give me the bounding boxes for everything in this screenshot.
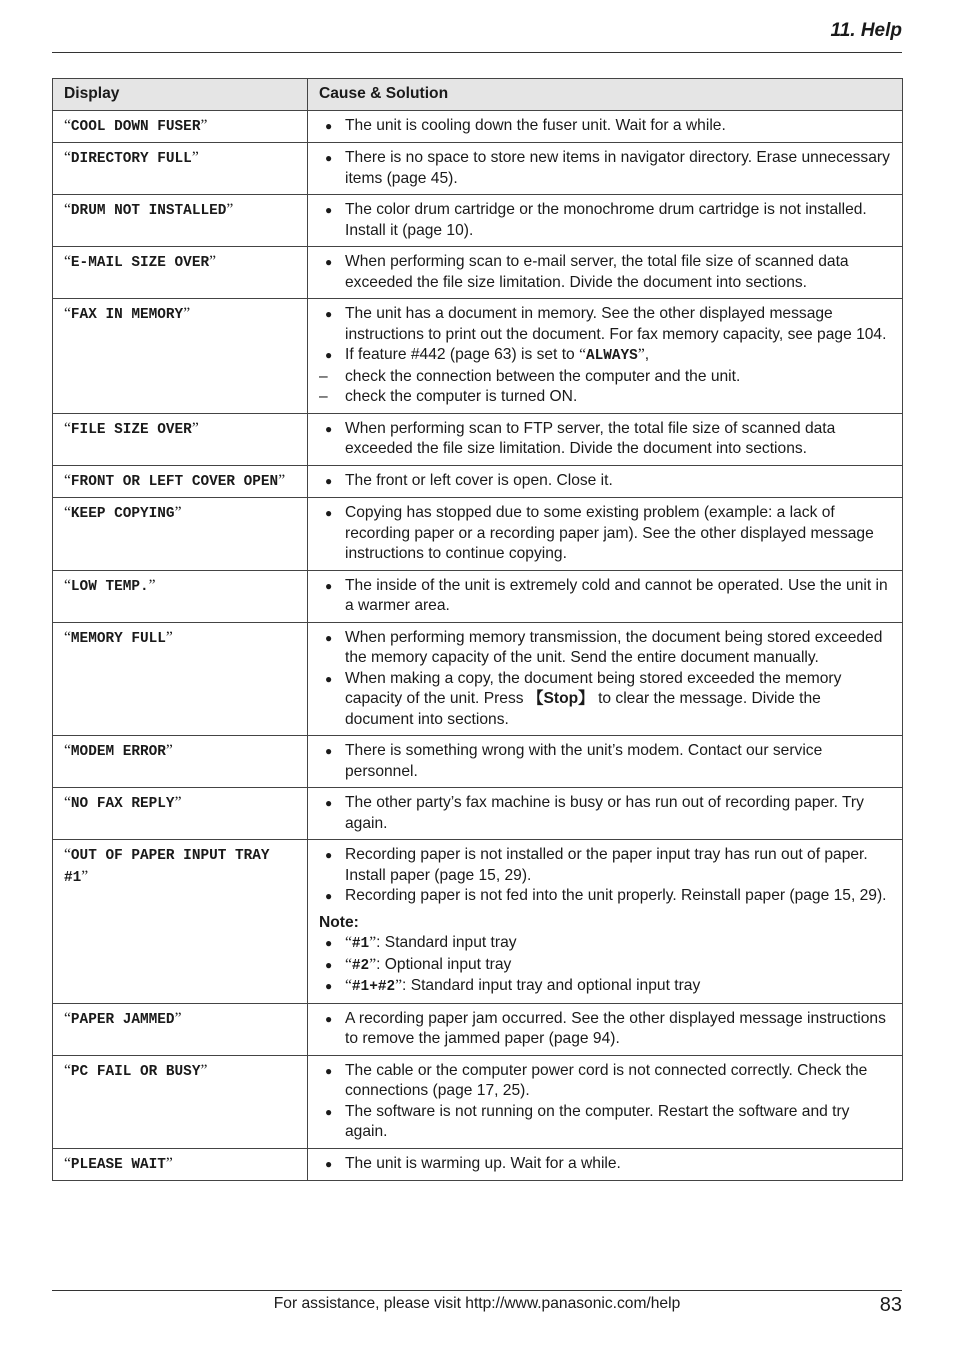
bullet-list [319, 628, 891, 731]
close-quote: ” [200, 116, 208, 134]
close-quote: ” [165, 1154, 173, 1172]
feature-text-end: , [644, 346, 650, 363]
bullet-item: ● The unit is cooling down the fuser unit. Wait for a while. [319, 116, 891, 137]
tray-code: #1 [351, 936, 370, 952]
display-message-cell [53, 570, 308, 622]
display-message-cell [53, 413, 308, 465]
table-row [53, 1148, 903, 1181]
bullet-item: ● The unit has a document in memory. See the other displayed message instructions to print out the document. For fax memory capacity, see page 104. [319, 304, 891, 345]
display-message-cell [53, 1055, 308, 1148]
close-quote: ” [148, 576, 156, 594]
display-message-cell [53, 110, 308, 143]
display-message-cell [53, 840, 308, 1004]
cause-solution-cell [308, 736, 903, 788]
table-row [53, 788, 903, 840]
display-message: FRONT OR LEFT COVER OPEN [70, 473, 279, 490]
bullet-item: ● The software is not running on the computer. Restart the software and try again. [319, 1102, 891, 1143]
table-row [53, 465, 903, 498]
open-quote: “ [64, 253, 71, 270]
dash-item: – check the connection between the computer and the unit. [319, 367, 891, 388]
bullet-list [319, 116, 891, 137]
display-message-cell [53, 788, 308, 840]
close-quote: ” [165, 628, 173, 646]
display-message: DIRECTORY FULL [70, 151, 192, 167]
bullet-list [319, 1061, 891, 1143]
bullet-list [319, 252, 891, 293]
close-quote: ” [278, 471, 286, 489]
table-row [53, 570, 903, 622]
stop-key-label: 【Stop】 [527, 690, 594, 707]
display-message-cell [53, 736, 308, 788]
table-row [53, 299, 903, 414]
bullet-item: ● The unit is warming up. Wait for a while. [319, 1154, 891, 1175]
column-header-display: Display [53, 79, 308, 111]
close-quote: ” [174, 504, 182, 521]
display-message: PLEASE WAIT [70, 1156, 166, 1173]
display-message: FAX IN MEMORY [70, 307, 184, 323]
tray-code: #2 [351, 957, 370, 974]
bullet-item: ● The color drum cartridge or the monochrome drum cartridge is not installed. Install it (page 10). [319, 200, 891, 241]
table-row [53, 413, 903, 465]
table-row [53, 110, 903, 143]
tray-description: : Standard input tray [376, 934, 517, 951]
cause-solution-cell [308, 1003, 903, 1055]
bullet-item: ● Recording paper is not fed into the unit properly. Reinstall paper (page 15, 29). [319, 886, 891, 907]
table-row [53, 736, 903, 788]
bullet-list [319, 200, 891, 241]
table-row [53, 1003, 903, 1055]
bullet-list [319, 741, 891, 782]
note-label: Note: [319, 913, 359, 931]
table-row [53, 622, 903, 736]
table-row [53, 247, 903, 299]
bullet-item: ● There is something wrong with the unit’s modem. Contact our service personnel. [319, 741, 891, 782]
open-quote: “ [345, 977, 352, 994]
table-row [53, 498, 903, 571]
display-message: PAPER JAMMED [70, 1011, 175, 1028]
bullet-list [319, 793, 891, 834]
display-message-cell [53, 498, 308, 571]
bullet-item: ● When performing memory transmission, the document being stored exceeded the memory capacity of the unit. Send the entire document manually. [319, 628, 891, 669]
top-divider [52, 52, 902, 53]
display-message: OUT OF PAPER INPUT TRAY #1 [64, 848, 270, 886]
display-message: LOW TEMP. [70, 578, 149, 595]
display-message: E-MAIL SIZE OVER [70, 255, 210, 271]
bullet-item [319, 345, 891, 367]
bullet-list [319, 576, 891, 617]
section-title: 11. Help [830, 20, 902, 41]
open-quote: “ [579, 346, 586, 363]
bullet-list [319, 845, 891, 907]
open-quote: “ [345, 934, 352, 951]
bullet-item: ● When performing scan to e-mail server, the total file size of scanned data exceeded the file size limitation. Divide the document into sections. [319, 252, 891, 293]
display-message: PC FAIL OR BUSY [70, 1063, 201, 1080]
bullet-text: When making a copy, the document being stored exceeded the memory capacity of the unit. Press [345, 669, 842, 707]
footer-assistance-text: For assistance, please visit http://www.panasonic.com/help [273, 1295, 681, 1312]
display-message: MEMORY FULL [70, 630, 166, 647]
column-header-cause: Cause & Solution [308, 79, 903, 111]
display-message-cell [53, 1148, 308, 1181]
note-item [319, 976, 891, 998]
close-quote: ” [183, 305, 191, 322]
cause-solution-cell [308, 1055, 903, 1148]
bullet-list [319, 1154, 891, 1175]
cause-solution-cell [308, 143, 903, 195]
open-quote: “ [64, 628, 71, 646]
cause-solution-cell [308, 498, 903, 571]
display-message: MODEM ERROR [70, 744, 166, 760]
close-quote: ” [191, 149, 199, 166]
cause-solution-cell [308, 465, 903, 498]
tray-description: : Standard input tray and optional input tray [402, 977, 701, 994]
bullet-list [319, 1009, 891, 1050]
open-quote: “ [64, 504, 71, 521]
table-row [53, 1055, 903, 1148]
display-message-cell [53, 247, 308, 299]
feature-setting: ALWAYS [585, 348, 638, 364]
cause-solution-cell [308, 1148, 903, 1181]
open-quote: “ [64, 149, 71, 166]
open-quote: “ [64, 1154, 71, 1172]
display-message: NO FAX REPLY [70, 796, 175, 812]
cause-solution-cell [308, 788, 903, 840]
page-number: 83 [879, 1294, 902, 1316]
bullet-item: ● The inside of the unit is extremely cold and cannot be operated. Use the unit in a warmer area. [319, 576, 891, 617]
bullet-list [319, 503, 891, 565]
close-quote: ” [174, 794, 182, 811]
cause-solution-cell [308, 622, 903, 736]
bullet-item: ● The cable or the computer power cord is not connected correctly. Check the connections (page 17, 25). [319, 1061, 891, 1102]
cause-solution-cell [308, 247, 903, 299]
display-message-cell [53, 143, 308, 195]
open-quote: “ [64, 576, 71, 594]
close-quote: ” [226, 201, 234, 218]
close-quote: ” [200, 1061, 208, 1079]
bottom-divider [52, 1290, 902, 1291]
display-message-cell [53, 195, 308, 247]
close-quote: ” [395, 977, 403, 994]
open-quote: “ [64, 116, 71, 134]
display-message-cell [53, 622, 308, 736]
feature-text: If feature #442 (page 63) is set to [345, 346, 580, 363]
table-row [53, 195, 903, 247]
open-quote: “ [64, 794, 71, 811]
table-body [53, 110, 903, 1181]
close-quote: ” [209, 253, 217, 270]
display-message-cell [53, 299, 308, 414]
table-header-row [53, 79, 903, 111]
bullet-list [319, 148, 891, 189]
open-quote: “ [64, 846, 71, 863]
open-quote: “ [64, 742, 71, 759]
open-quote: “ [64, 1009, 71, 1027]
open-quote: “ [64, 305, 71, 322]
display-message: DRUM NOT INSTALLED [70, 203, 227, 219]
display-message: KEEP COPYING [70, 506, 175, 522]
open-quote: “ [64, 201, 71, 218]
bullet-list [319, 419, 891, 460]
open-quote: “ [345, 955, 352, 973]
cause-solution-cell [308, 299, 903, 414]
note-item [319, 955, 891, 977]
open-quote: “ [64, 1061, 71, 1079]
display-message-cell [53, 1003, 308, 1055]
bullet-list [319, 304, 891, 367]
display-message-cell [53, 465, 308, 498]
dash-list [319, 367, 891, 408]
close-quote: ” [369, 955, 377, 973]
bullet-item: ● The front or left cover is open. Close it. [319, 471, 891, 492]
open-quote: “ [64, 419, 71, 437]
tray-code: #1+#2 [351, 979, 396, 995]
close-quote: ” [191, 419, 199, 437]
note-list [319, 933, 891, 998]
help-table [52, 78, 903, 1181]
cause-solution-cell [308, 570, 903, 622]
bullet-item: ● Copying has stopped due to some existing problem (example: a lack of recording paper or a recording paper jam). See the other displayed message instructions to continue copying. [319, 503, 891, 565]
close-quote: ” [81, 867, 89, 885]
table-row [53, 840, 903, 1004]
bullet-text-end: to clear the message. Divide the document into sections. [345, 690, 821, 728]
display-message: COOL DOWN FUSER [70, 118, 201, 135]
cause-solution-cell [308, 413, 903, 465]
note-item [319, 933, 891, 955]
tray-description: : Optional input tray [376, 955, 512, 973]
close-quote: ” [369, 934, 377, 951]
open-quote: “ [64, 471, 71, 489]
bullet-item: ● There is no space to store new items in navigator directory. Erase unnecessary items (page 45). [319, 148, 891, 189]
bullet-item: ● A recording paper jam occurred. See the other displayed message instructions to remove the jammed paper (page 94). [319, 1009, 891, 1050]
bullet-item: ● When performing scan to FTP server, the total file size of scanned data exceeded the file size limitation. Divide the document into sections. [319, 419, 891, 460]
cause-solution-cell [308, 110, 903, 143]
display-message: FILE SIZE OVER [70, 421, 192, 438]
close-quote: ” [174, 1009, 182, 1027]
bullet-list [319, 471, 891, 492]
cause-solution-cell [308, 195, 903, 247]
bullet-item [319, 669, 891, 731]
table-row [53, 143, 903, 195]
dash-item: – check the computer is turned ON. [319, 387, 891, 408]
close-quote: ” [165, 742, 173, 759]
close-quote: ” [637, 346, 645, 363]
bullet-item: ● The other party’s fax machine is busy or has run out of recording paper. Try again. [319, 793, 891, 834]
bullet-item: ● Recording paper is not installed or the paper input tray has run out of paper. Install paper (page 15, 29). [319, 845, 891, 886]
cause-solution-cell [308, 840, 903, 1004]
